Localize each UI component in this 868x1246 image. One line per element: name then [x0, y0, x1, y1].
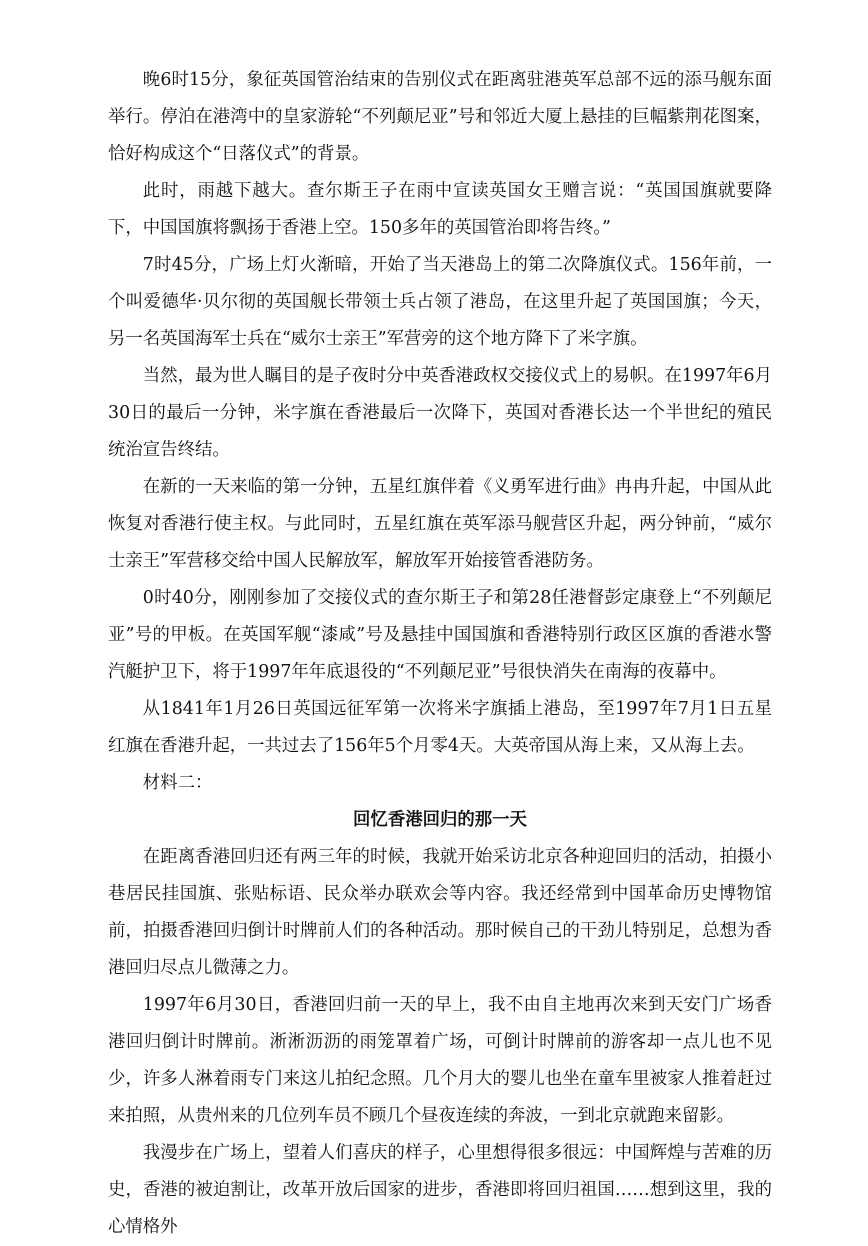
paragraph: 我漫步在广场上，望着人们喜庆的样子，心里想得很多很远：中国辉煌与苦难的历史，香港的被迫割让，改革开放后国家的进步，香港即将回归祖国……想到这里，我的心情格外: [108, 1143, 772, 1237]
paragraph: 在新的一天来临的第一分钟，五星红旗伴着《义勇军进行曲》冉冉升起，中国从此恢复对香港行使主权。与此同时，五星红旗在英军添马舰营区升起，两分钟前，“威尔士亲王”军营移交给中国人民解放军，解放军开始接管香港防务。: [108, 477, 772, 571]
paragraph: 从1841年1月26日英国远征军第一次将米字旗插上港岛，至1997年7月1日五星红旗在香港升起，一共过去了156年5个月零4天。大英帝国从海上来，又从海上去。: [108, 699, 772, 756]
paragraph: 在距离香港回归还有两三年的时候，我就开始采访北京各种迎回归的活动，拍摄小巷居民挂国旗、张贴标语、民众举办联欢会等内容。我还经常到中国革命历史博物馆前，拍摄香港回归倒计时牌前人们的各种活动。那时候自己的干劲儿特别足，总想为香港回归尽点儿微薄之力。: [108, 847, 772, 978]
paragraph: 当然，最为世人瞩目的是子夜时分中英香港政权交接仪式上的易帜。在1997年6月30日的最后一分钟，米字旗在香港最后一次降下，英国对香港长达一个半世纪的殖民统治宣告终结。: [108, 366, 773, 460]
paragraph: 此时，雨越下越大。查尔斯王子在雨中宣读英国女王赠言说：“英国国旗就要降下，中国国旗将飘扬于香港上空。150多年的英国管治即将告终。”: [108, 181, 772, 238]
article-title: 回忆香港回归的那一天: [353, 810, 527, 830]
section-label: 材料二：: [142, 773, 213, 793]
paragraph: 0时40分，刚刚参加了交接仪式的查尔斯王子和第28任港督彭定康登上“不列颠尼亚”号的甲板。在英国军舰“漆咸”号及悬挂中国国旗和香港特别行政区区旗的香港水警汽艇护卫下，将于1997年年底退役的“不列颠尼亚”号很快消失在南海的夜幕中。: [108, 588, 772, 682]
paragraph: 1997年6月30日，香港回归前一天的早上，我不由自主地再次来到天安门广场香港回归倒计时牌前。淅淅沥沥的雨笼罩着广场，可倒计时牌前的游客却一点儿也不见少，许多人淋着雨专门来这儿拍纪念照。几个月大的婴儿也坐在童车里被家人推着赶过来拍照，从贵州来的几位列车员不顾几个昼夜连续的奔波，一到北京就跑来留影。: [108, 995, 772, 1126]
paragraph: 7时45分，广场上灯火渐暗，开始了当天港岛上的第二次降旗仪式。156年前，一个叫爱德华·贝尔彻的英国舰长带领士兵占领了港岛，在这里升起了英国国旗；今天，另一名英国海军士兵在“威尔士亲王”军营旁的这个地方降下了米字旗。: [108, 255, 772, 349]
paragraph: 晚6时15分，象征英国管治结束的告别仪式在距离驻港英军总部不远的添马舰东面举行。停泊在港湾中的皇家游轮“不列颠尼亚”号和邻近大厦上悬挂的巨幅紫荆花图案，恰好构成这个“日落仪式”的背景。: [108, 70, 772, 164]
